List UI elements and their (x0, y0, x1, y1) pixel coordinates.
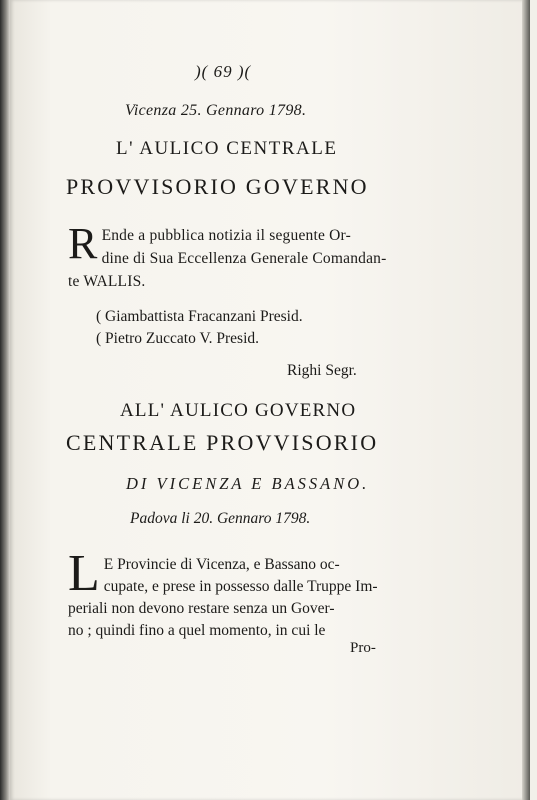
paragraph-line: Ende a pubblica notizia il seguente Or- (101, 227, 351, 244)
heading-all-aulico-governo: ALL' AULICO GOVERNO (120, 400, 357, 421)
paragraph-line: cupate, e prese in possesso dalle Truppe Im- (103, 578, 378, 595)
heading-provvisorio-governo: PROVVISORIO GOVERNO (66, 174, 369, 199)
catchword: Pro- (350, 640, 376, 656)
paragraph-line: periali non devono restare senza un Gover- (68, 600, 335, 617)
paragraph-announcement (68, 219, 398, 293)
heading-vicenza-bassano: DI VICENZA E BASSANO. (126, 474, 370, 493)
paragraph-line: dine di Sua Eccellenza Generale Comandan- (101, 250, 387, 267)
signature-president: ( Giambattista Fracanzani Presid. (96, 308, 303, 325)
heading-centrale-provvisorio: CENTRALE PROVVISORIO (66, 430, 379, 455)
paragraph-line: te WALLIS. (68, 273, 146, 290)
signature-secretary: Righi Segr. (287, 362, 357, 379)
heading-aulico-centrale: L' AULICO CENTRALE (116, 138, 338, 159)
drop-cap: L (68, 545, 100, 602)
page-edge (522, 0, 530, 800)
drop-cap: R (68, 219, 98, 268)
dateline: Vicenza 25. Gennaro 1798. (125, 102, 307, 119)
page-number: )( 69 )( (195, 62, 252, 81)
book-gutter (0, 0, 10, 800)
book-page (10, 0, 530, 800)
dateline-padova: Padova li 20. Gennaro 1798. (130, 510, 311, 527)
signature-vice-president: ( Pietro Zuccato V. Presid. (96, 330, 260, 347)
paragraph-line: no ; quindi fino a quel momento, in cui le (68, 622, 326, 639)
paragraph-line: E Provincie di Vicenza, e Bassano oc- (103, 556, 340, 573)
paragraph-provinces (68, 545, 398, 642)
